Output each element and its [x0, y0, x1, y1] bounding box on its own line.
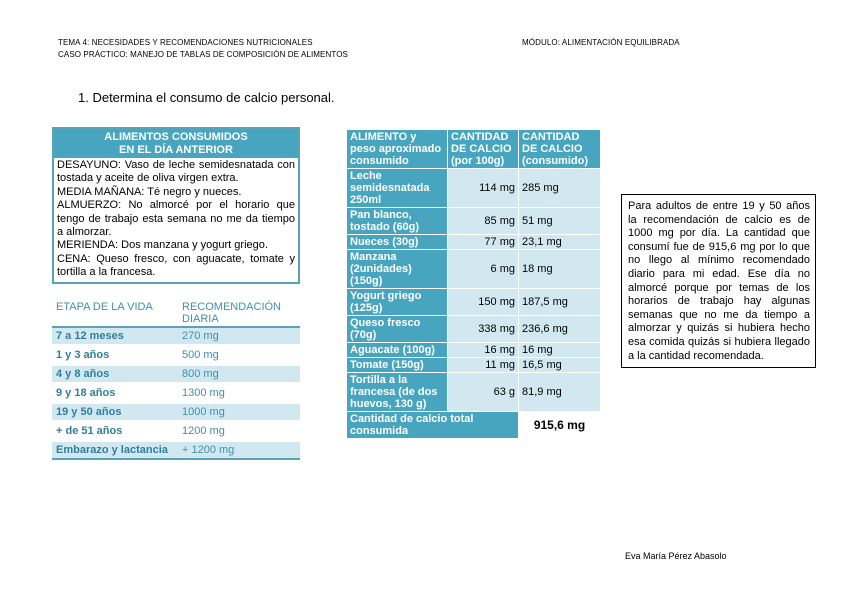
table-row: 4 y 8 años 800 mg — [52, 366, 300, 382]
meal-lunch: ALMUERZO: No almorcé por el horario que tengo de trabajo esta semana no me da tiempo a almorzar. — [57, 199, 295, 239]
life-stage-table — [52, 300, 300, 460]
recommendation-header: RECOMENDACIÓN DIARIA — [178, 300, 300, 327]
meal-midmorning: MEDIA MAÑANA: Té negro y nueces. — [57, 185, 242, 198]
table-row: Tomate (150g) 11 mg 16,5 mg — [347, 358, 601, 373]
table-row: Nueces (30g) 77 mg 23,1 mg — [347, 235, 601, 250]
calcium-per100-header: CANTIDAD DE CALCIO (por 100g) — [448, 130, 519, 169]
table-row: Aguacate (100g) 16 mg 16 mg — [347, 343, 601, 358]
table-row: Pan blanco, tostado (60g) 85 mg 51 mg — [347, 208, 601, 235]
table-row: 1 y 3 años 500 mg — [56, 349, 219, 361]
foods-consumed-list — [54, 158, 298, 282]
meal-breakfast: DESAYUNO: Vaso de leche semidesnatada con tostada y aceite de oliva virgen extra. — [57, 159, 295, 185]
meal-dinner: CENA: Queso fresco, con aguacate, tomate y tortilla a la francesa. — [57, 252, 295, 279]
table-row: Queso fresco (70g) 338 mg 236,6 mg — [347, 316, 601, 343]
meal-snack: MERIENDA: Dos manzana y yogurt griego. — [57, 239, 268, 252]
table-row: Yogurt griego (125g) 150 mg 187,5 mg — [347, 289, 601, 316]
total-row — [347, 412, 601, 439]
stage-header: ETAPA DE LA VIDA — [52, 300, 178, 327]
table-row: + de 51 años 1200 mg — [56, 425, 225, 437]
table-row: 19 y 50 años 1000 mg — [52, 404, 300, 420]
header-module: MÓDULO: ALIMENTACIÓN EQUILIBRADA — [522, 38, 680, 47]
conclusion-box: Para adultos de entre 19 y 50 años la recomendación de calcio es de 1000 mg por día. La cantidad que consumí fue de 915,6 mg por lo que no llego al mínimo recomendado diario para mi edad. Ese día no almorcé porque por temas de los horarios de trabajo hay algunas semanas que no me da tiempo a almorzar y quizás si hubiera hecho esa comida quizás si hubiera llegado a la cantidad recomendada. — [621, 194, 816, 368]
document-header-left — [58, 37, 348, 61]
table-row: Embarazo y lactancia + 1200 mg — [52, 442, 300, 459]
table-row: Leche semidesnatada 250ml 114 mg 285 mg — [347, 169, 601, 208]
foods-consumed-box — [52, 127, 300, 284]
header-topic: TEMA 4: NECESIDADES Y RECOMENDACIONES NUTRICIONALES — [58, 38, 313, 47]
table-row: Tortilla a la francesa (de dos huevos, 130 g) 63 g 81,9 mg — [347, 373, 601, 412]
question-title: 1. Determina el consumo de calcio personal. — [78, 90, 335, 105]
calcium-consumed-header: CANTIDAD DE CALCIO (consumido) — [519, 130, 601, 169]
header-case: CASO PRÁCTICO: MANEJO DE TABLAS DE COMPOSICIÓN DE ALIMENTOS — [58, 50, 348, 59]
table-row: 9 y 18 años 1300 mg — [56, 387, 225, 399]
table-row: 7 a 12 meses 270 mg — [52, 327, 300, 344]
food-header: ALIMENTO y peso aproximado consumido — [347, 130, 448, 169]
total-value: 915,6 mg — [519, 412, 601, 439]
author-name: Eva María Pérez Abasolo — [625, 551, 727, 561]
total-label: Cantidad de calcio total consumida — [347, 412, 519, 439]
calcium-table — [346, 129, 601, 439]
table-row: Manzana (2unidades) (150g) 6 mg 18 mg — [347, 250, 601, 289]
foods-consumed-title: ALIMENTOS CONSUMIDOS EN EL DÍA ANTERIOR — [54, 129, 298, 158]
